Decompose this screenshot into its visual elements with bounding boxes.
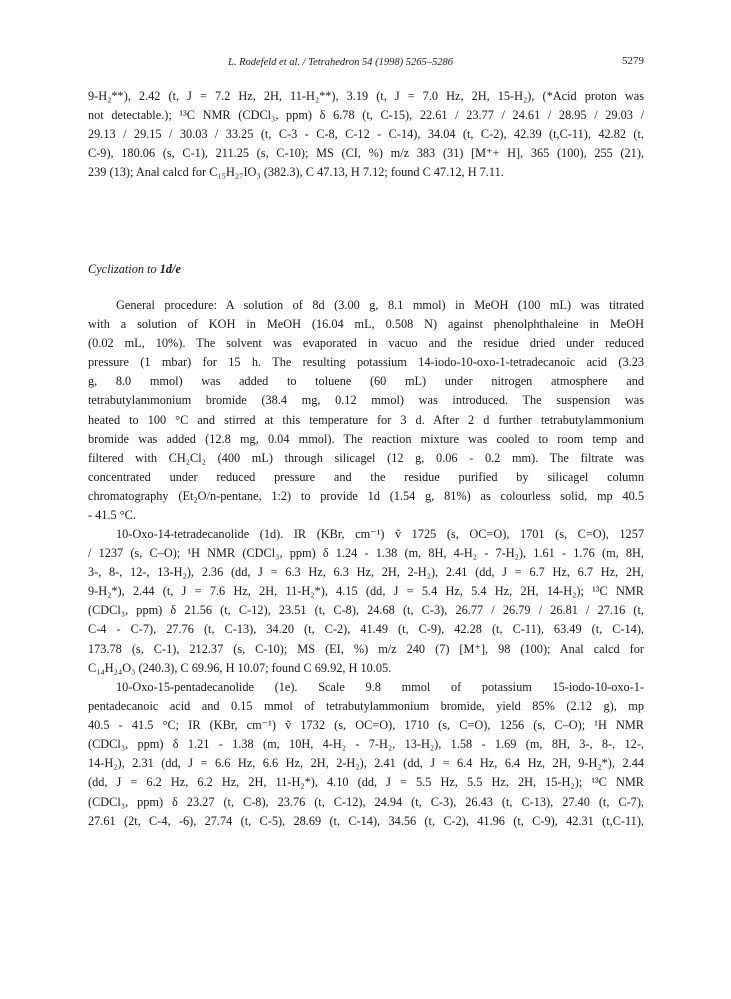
text-line: 3-, 8-, 12-, 13-H₂), 2.36 (dd, J = 6.3 Hz, 6.3 Hz, 2H, 2-H₂), 2.41 (dd, J = 6.7 Hz, 6.7 Hz, 2H, bbox=[88, 565, 644, 580]
text-line: (CDCl₃, ppm) δ 21.56 (t, C-12), 23.51 (t, C-8), 24.68 (t, C-3), 26.77 / 26.79 / 26.81 / 27.16 (t, bbox=[88, 603, 644, 618]
text-line: C₁₄H₂₄O₃ (240.3), C 69.96, H 10.07; found C 69.92, H 10.05. bbox=[88, 660, 392, 675]
text-line: concentrated under reduced pressure and the residue purified by silicagel column bbox=[88, 469, 644, 484]
text-line: 173.78 (s, C-1), 212.37 (s, C-10); MS (EI, %) m/z 240 (7) [M⁺], 98 (100); Anal calcd for bbox=[88, 641, 644, 656]
text-line: 239 (13); Anal calcd for C₁₅H₂₇IO₃ (382.3), C 47.13, H 7.12; found C 47.12, H 7.11. bbox=[88, 165, 504, 180]
running-head: L. Rodefeld et al. / Tetrahedron 54 (1998) 5265–5286 bbox=[228, 57, 453, 68]
general-procedure-paragraph bbox=[88, 296, 644, 525]
page-number: 5279 bbox=[622, 55, 644, 67]
page-header bbox=[0, 55, 731, 75]
text-line: filtered with CH₂Cl₂ (400 mL) through silicagel (12 g, 0.06 - 0.2 mm). The filtrate was bbox=[88, 450, 644, 465]
text-line: with a solution of KOH in MeOH (16.04 mL, 0.508 N) against phenolphthaleine in MeOH bbox=[88, 317, 644, 332]
text-line: chromatography (Et₂O/n-pentane, 1:2) to provide 1d (1.54 g, 81%) as colourless solid, mp 40.5 bbox=[88, 488, 644, 503]
text-line: (CDCl₃, ppm) δ 1.21 - 1.38 (m, 10H, 4-H₂ - 7-H₂, 13-H₂), 1.58 - 1.69 (m, 8H, 3-, 8-, 12-, bbox=[88, 737, 644, 752]
text-line: 29.13 / 29.15 / 30.03 / 33.25 (t, C-3 - C-8, C-12 - C-14), 34.04 (t, C-2), 42.39 (t,C-11), 42.82 (t, bbox=[88, 127, 644, 142]
text-line: - 41.5 °C. bbox=[88, 508, 136, 523]
text-line: g, 8.0 mmol) was added to toluene (60 mL) under nitrogen atmosphere and bbox=[88, 374, 644, 389]
compound-1e-paragraph bbox=[88, 678, 644, 831]
text-line: 9-H₂*), 2.44 (t, J = 7.6 Hz, 2H, 11-H₂*), 4.15 (dd, J = 5.4 Hz, 5.4 Hz, 2H, 14-H₂); ¹³C NMR bbox=[88, 584, 644, 599]
text-line: (0.02 mL, 10%). The solvent was evaporated in vacuo and the residue dried under reduced bbox=[88, 336, 644, 351]
text-line: pressure (1 mbar) for 15 h. The resulting potassium 14-iodo-10-oxo-1-tetradecanoic acid (3.23 bbox=[88, 355, 644, 370]
text-line: tetrabutylammonium bromide (38.4 mg, 0.12 mmol) was introduced. The suspension was bbox=[88, 393, 644, 408]
text-line: C-9), 180.06 (s, C-1), 211.25 (s, C-10); MS (CI, %) m/z 383 (31) [M⁺+ H], 365 (100), 255 (21), bbox=[88, 146, 644, 161]
text-line: heated to 100 °C and stirred at this temperature for 3 d. After 2 d further tetrabutylammonium bbox=[88, 412, 644, 427]
section-heading bbox=[88, 260, 644, 279]
text-line: bromide was added (12.8 mg, 0.04 mmol). The reaction mixture was cooled to room temp and bbox=[88, 431, 644, 446]
previous-compound-data bbox=[88, 87, 644, 182]
text-line: not detectable.); ¹³C NMR (CDCl₃, ppm) δ 6.78 (t, C-15), 22.61 / 23.77 / 24.61 / 28.95 / 29.03 / bbox=[88, 108, 644, 123]
text-line: (dd, J = 6.2 Hz, 6.2 Hz, 2H, 11-H₂*), 4.10 (dd, J = 5.5 Hz, 5.5 Hz, 2H, 15-H₂); ¹³C NMR bbox=[88, 775, 644, 790]
text-line: 9-H₂**), 2.42 (t, J = 7.2 Hz, 2H, 11-H₂**), 3.19 (t, J = 7.0 Hz, 2H, 15-H₂), (*Acid proton was bbox=[88, 89, 644, 103]
text-line: C-4 - C-7), 27.76 (t, C-13), 34.20 (t, C-2), 41.49 (t, C-9), 42.28 (t, C-11), 63.49 (t, C-14), bbox=[88, 622, 644, 637]
text-line: 27.61 (2t, C-4, -6), 27.74 (t, C-5), 28.69 (t, C-14), 34.56 (t, C-2), 41.96 (t, C-9), 42.31 (t,C-11), bbox=[88, 813, 644, 828]
text-line: / 1237 (s, C–O); ¹H NMR (CDCl₃, ppm) δ 1.24 - 1.38 (m, 8H, 4-H₂ - 7-H₂), 1.61 - 1.76 (m, 8H, bbox=[88, 546, 644, 561]
text-line: 10-Oxo-15-pentadecanolide (1e). Scale 9.8 mmol of potassium 15-iodo-10-oxo-1- bbox=[116, 680, 644, 694]
section-heading-text: Cyclization to bbox=[88, 262, 160, 276]
text-line: 14-H₂), 2.31 (dd, J = 6.6 Hz, 6.6 Hz, 2H, 2-H₂), 2.41 (dd, J = 6.4 Hz, 6.4 Hz, 2H, 9-H₂*), 2.44 bbox=[88, 756, 644, 771]
text-line: (CDCl₃, ppm) δ 23.27 (t, C-8), 23.76 (t, C-12), 24.94 (t, C-3), 26.43 (t, C-13), 27.40 (t, C-7), bbox=[88, 794, 644, 809]
text-line: 40.5 - 41.5 °C; IR (KBr, cm⁻¹) ṽ 1732 (s, OC=O), 1710 (s, C=O), 1256 (s, C–O); ¹H NMR bbox=[88, 718, 644, 733]
text-line: 10-Oxo-14-tetradecanolide (1d). IR (KBr, cm⁻¹) ṽ 1725 (s, OC=O), 1701 (s, C=O), 1257 bbox=[116, 527, 644, 541]
compound-1d-paragraph bbox=[88, 525, 644, 678]
text-line: General procedure: A solution of 8d (3.00 g, 8.1 mmol) in MeOH (100 mL) was titrated bbox=[116, 298, 644, 312]
section-heading-compound: 1d/e bbox=[159, 262, 181, 276]
text-line: pentadecanoic acid and 0.15 mmol of tetrabutylammonium bromide, yield 85% (2.12 g), mp bbox=[88, 699, 644, 714]
